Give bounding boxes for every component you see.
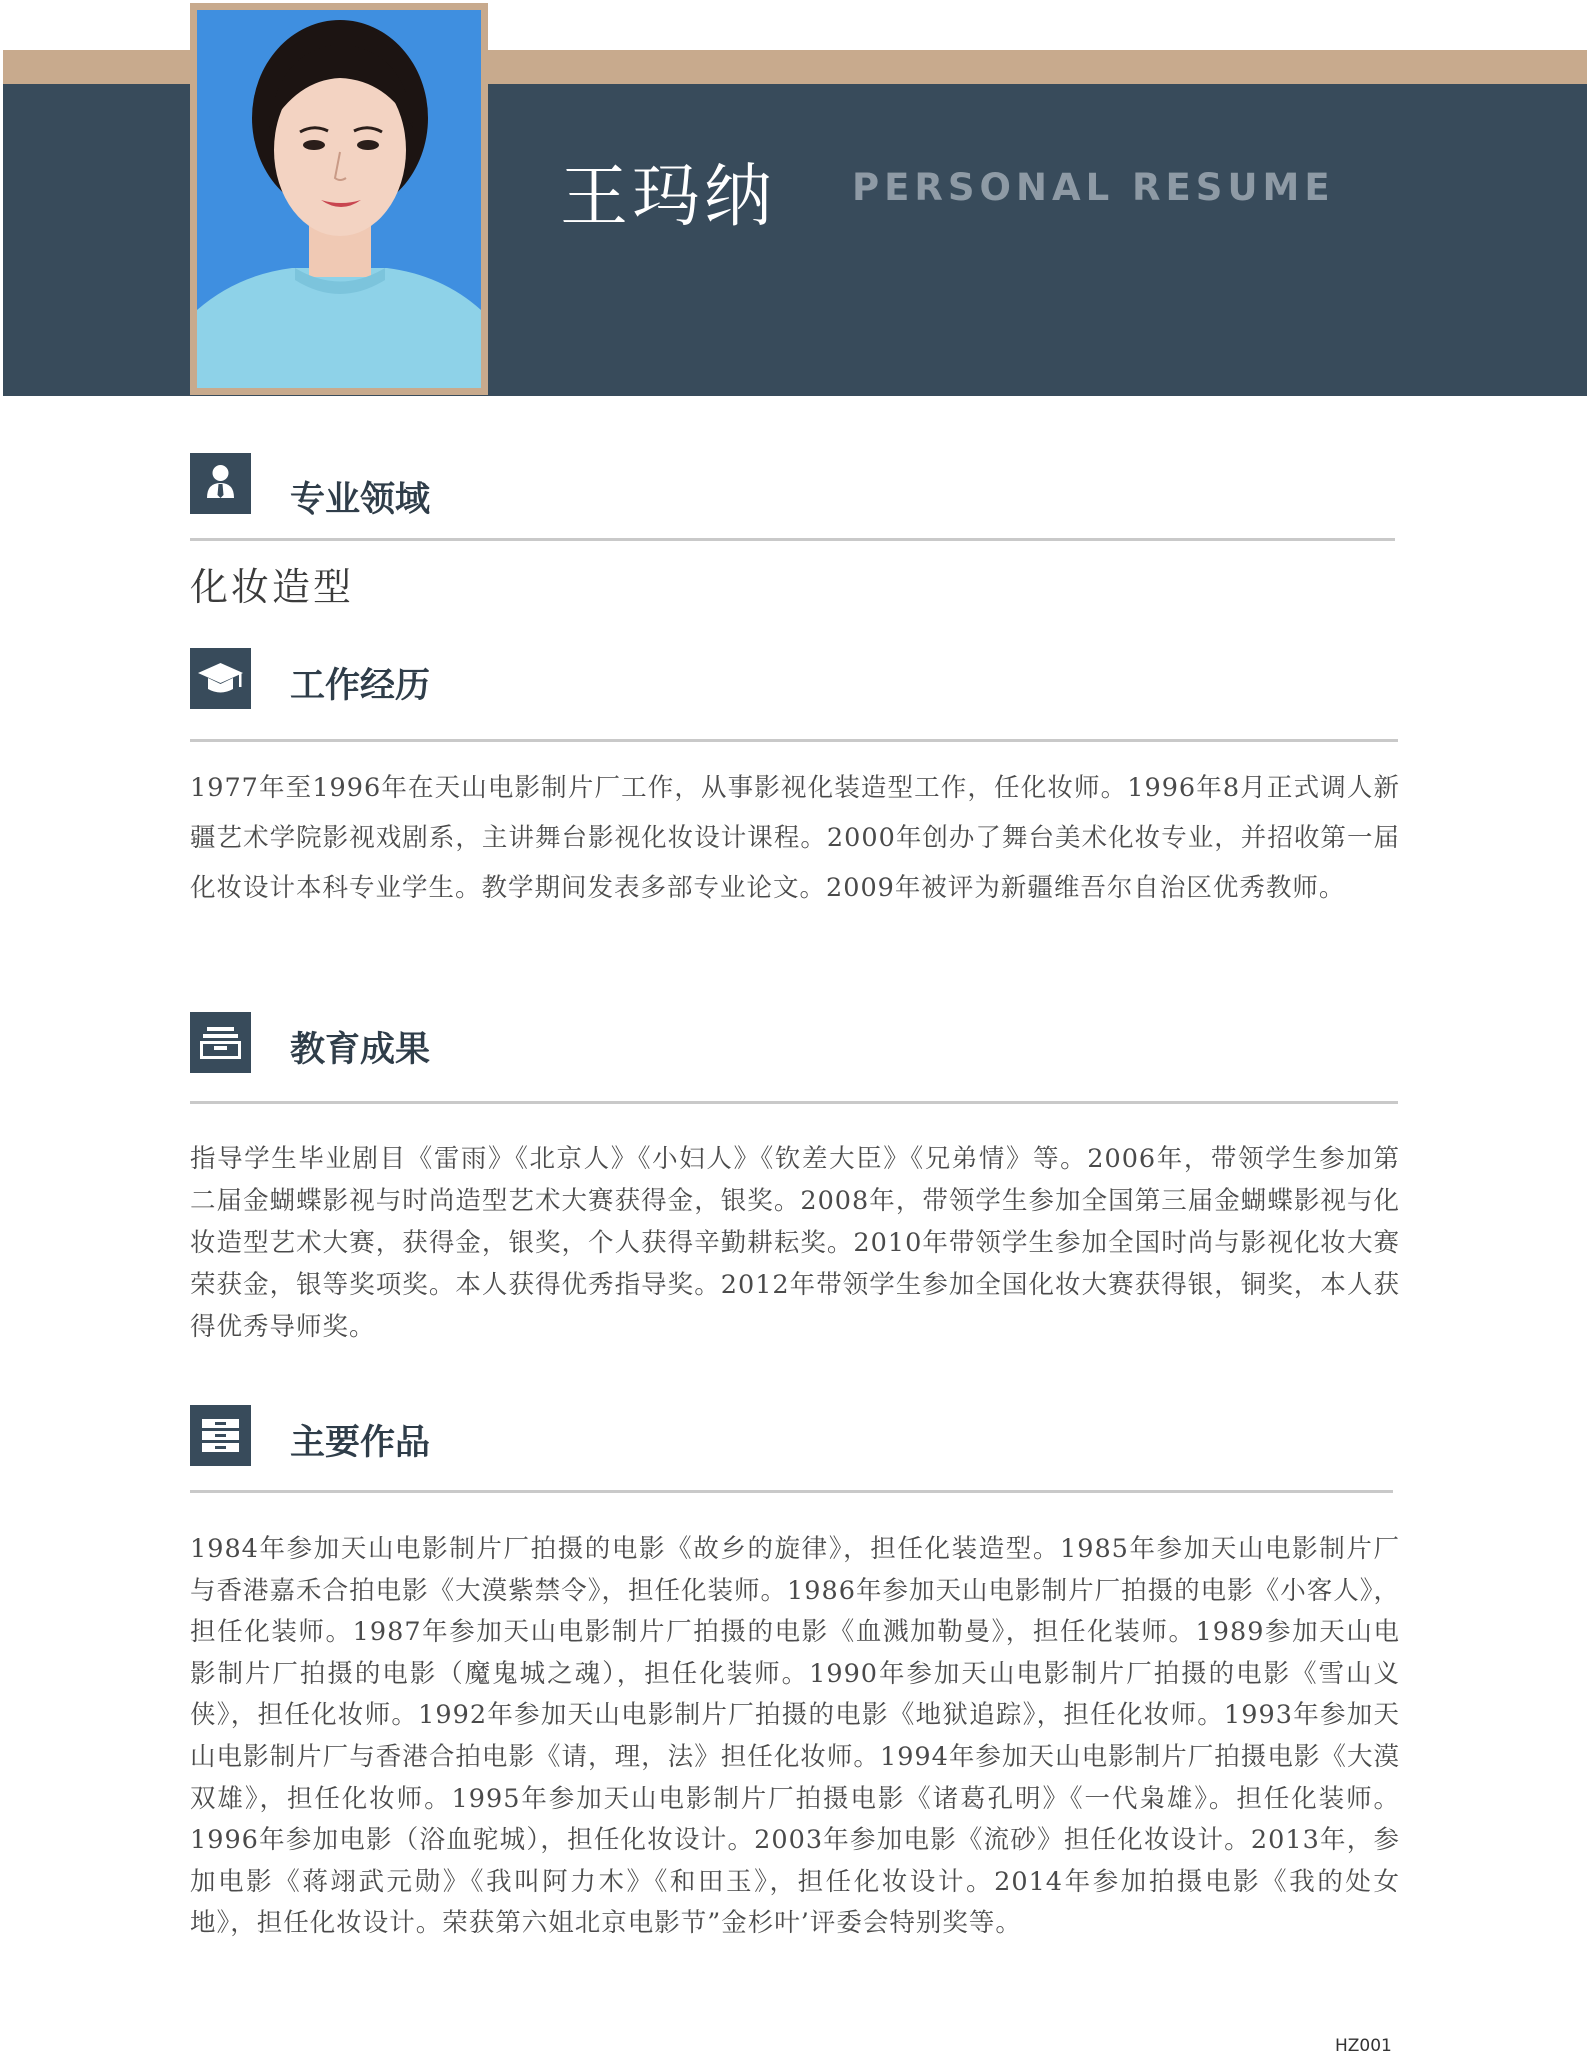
work-experience-text: 1977年至1996年在天山电影制片厂工作，从事影视化装造型工作，任化妆师。1996年8月正式调人新疆艺术学院影视戏剧系，主讲舞台影视化妆设计课程。2000年创办了舞台美术化妆专业，并招收第一届化妆设计本科专业学生。教学期间发表多部专业论文。2009年被评为新疆维吾尔自治区优秀教师。 [190,773,1400,903]
resume-tagline: PERSONAL RESUME [852,166,1335,209]
tray-icon [190,1012,251,1073]
section-title-field: 专业领域 [290,480,431,520]
section-divider [190,1490,1393,1493]
section-divider [190,538,1395,541]
section-divider [190,739,1398,742]
major-works-text: 1984年参加天山电影制片厂拍摄的电影《故乡的旋律》，担任化装造型。1985年参加天山电影制片厂与香港嘉禾合拍电影《大漠紫禁令》，担任化装师。1986年参加天山电影制片厂拍摄的电影《小客人》，担任化装师。1987年参加天山电影制片厂拍摄的电影《血溅加勒曼》，担任化装师。1989参加天山电影制片厂拍摄的电影（魔鬼城之魂），担任化装师。1990年参加天山电影制片厂拍摄的电影《雪山义侠》，担任化妆师。1992年参加天山电影制片厂拍摄的电影《地狱追踪》，担任化妆师。1993年参加天山电影制片厂与香港合拍电影《请，理，法》担任化妆师。1994年参加天山电影制片厂拍摄电影《大漠双雄》，担任化妆师。1995年参加天山电影制片厂拍摄电影《诸葛孔明》《一代枭雄》。担任化装师。1996年参加电影（浴血驼城），担任化妆设计。2003年参加电影《流砂》担任化妆设计。2013年，参加电影《蒋翊武元勋》《我叫阿力木》《和田玉》，担任化妆设计。2014年参加拍摄电影《我的处女地》，担任化妆设计。荣获第六姐北京电影节”金杉叶’评委会特别奖等。 [190,1534,1400,1939]
field-value: 化妆造型 [190,565,355,609]
person-name: 王玛纳 [560,158,777,237]
section-title-works: 主要作品 [290,1423,431,1463]
archive-box-icon [190,1405,251,1466]
education-results-text: 指导学生毕业剧目《雷雨》《北京人》《小妇人》《钦差大臣》《兄弟情》等。2006年，带领学生参加第二届金蝴蝶影视与时尚造型艺术大赛获得金，银奖。2008年，带领学生参加全国第三届金蝴蝶影视与化妆造型艺术大赛，获得金，银奖，个人获得辛勤耕耘奖。2010年带领学生参加全国时尚与影视化妆大赛荣获金，银等奖项奖。本人获得优秀指导奖。2012年带领学生参加全国化妆大赛获得银，铜奖，本人获得优秀导师奖。 [190,1144,1400,1342]
portrait-illustration [197,10,481,388]
section-title-education: 教育成果 [290,1030,431,1070]
person-icon [190,453,251,514]
portrait-photo [197,10,481,388]
section-title-work: 工作经历 [290,666,431,706]
graduation-cap-icon [190,648,251,709]
section-divider [190,1101,1398,1104]
footer-code: HZ001 [1335,2036,1392,2056]
photo-frame [190,3,488,395]
